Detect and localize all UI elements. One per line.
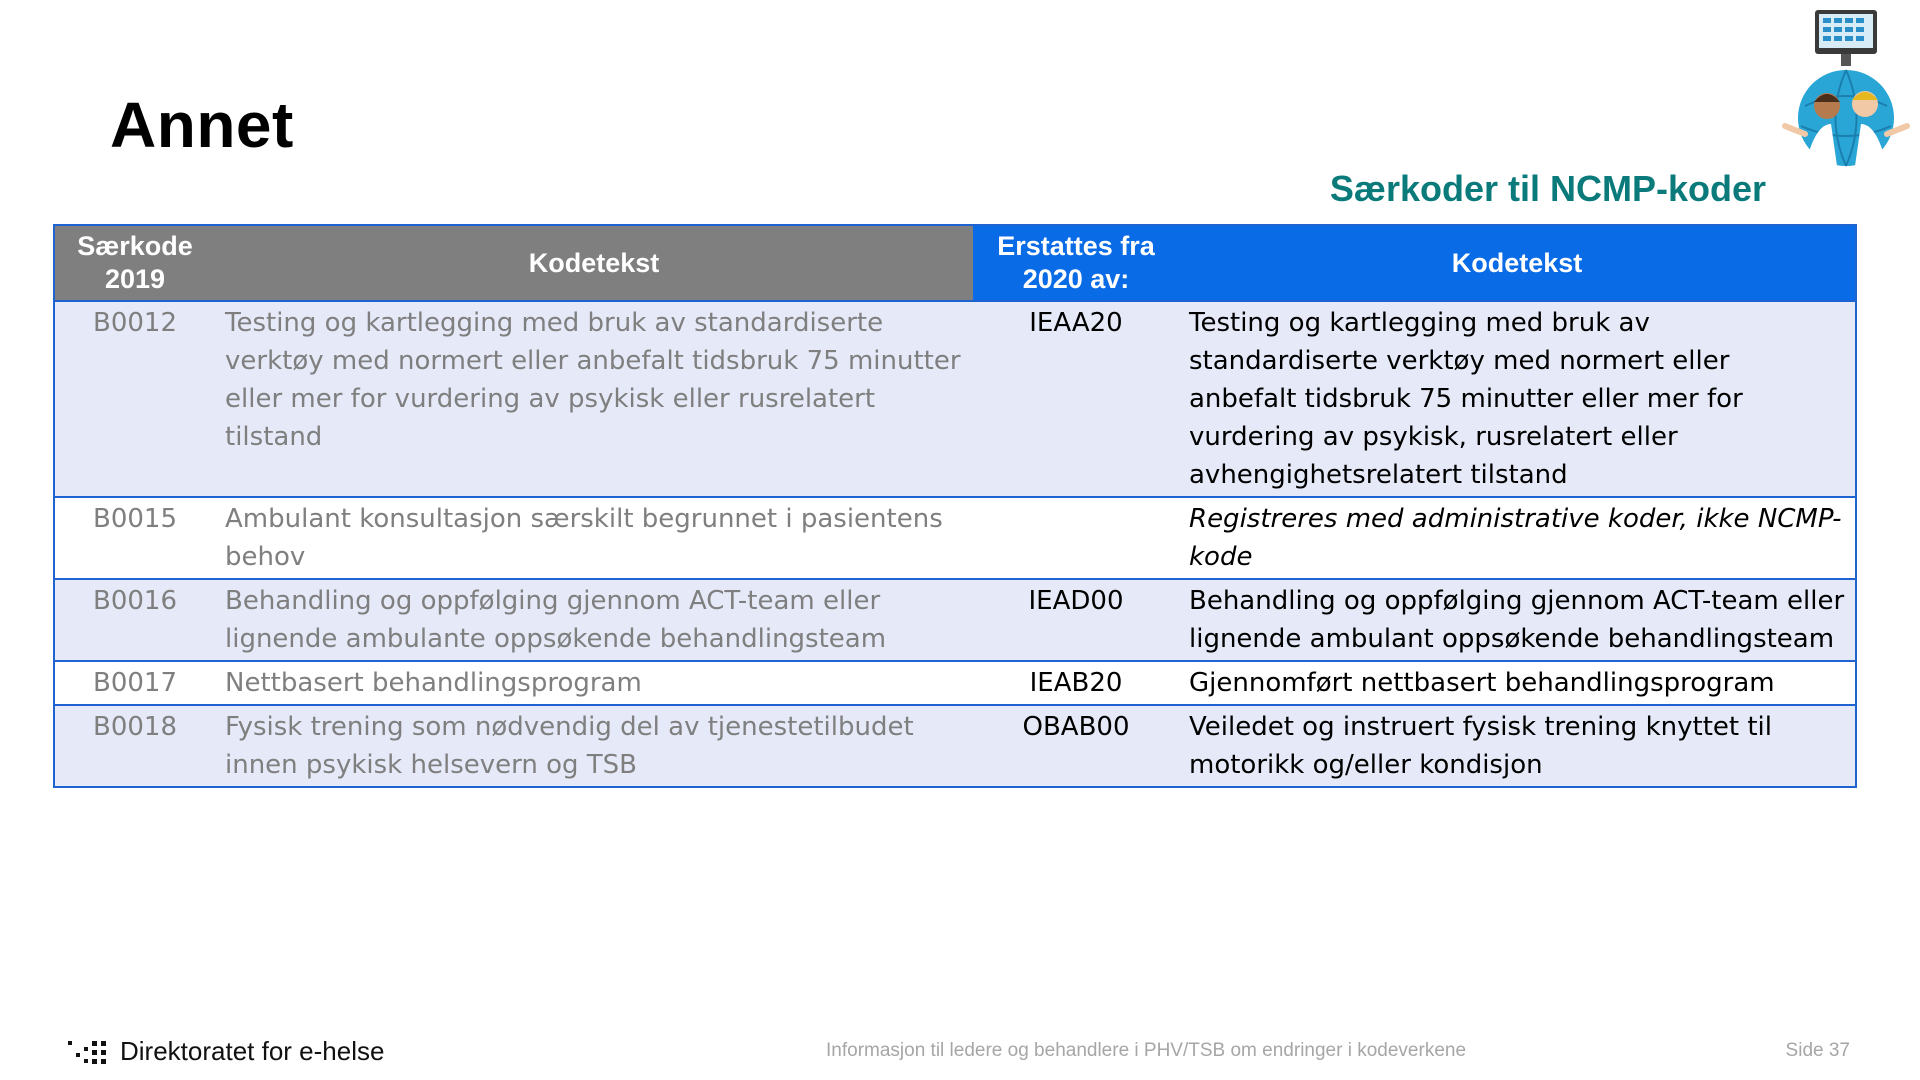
slide-subtitle: Særkoder til NCMP-koder: [1329, 168, 1766, 209]
table-row: [54, 705, 1856, 787]
old-code-cell: B0016: [54, 579, 215, 661]
new-text-cell: Registreres med administrative koder, ikke NCMP-kode: [1189, 504, 1842, 572]
header-new-code: Erstattes fra 2020 av:: [973, 225, 1179, 301]
old-code-cell: B0017: [92, 668, 177, 698]
computer-globe-doctors-icon: [1775, 6, 1917, 170]
table-header-row: [54, 225, 1856, 301]
new-text-cell: Veiledet og instruert fysisk trening knyttet til motorikk og/eller kondisjon: [1179, 705, 1856, 787]
header-old-code: Særkode 2019: [54, 225, 215, 301]
dots-logo-icon: [68, 1039, 112, 1065]
old-text-cell: Fysisk trening som nødvendig del av tjenestetilbudet innen psykisk helsevern og TSB: [215, 705, 973, 787]
old-code-cell: B0012: [54, 301, 215, 497]
new-code-cell: [973, 497, 1179, 579]
old-code-cell: B0015: [92, 504, 177, 534]
new-code-cell: IEAA20: [973, 301, 1179, 497]
slide-title: Annet: [110, 89, 294, 161]
footer-text: Informasjon til ledere og behandlere i PHV/TSB om endringer i kodeverkene: [826, 1040, 1467, 1061]
footer-brand-logo: [68, 1036, 384, 1067]
header-new-text: Kodetekst: [1179, 225, 1856, 301]
table-row: [54, 497, 1856, 579]
new-text-cell: Testing og kartlegging med bruk av standardiserte verktøy med normert eller anbefalt tidsbruk 75 minutter eller mer for vurdering av psykisk, rusrelatert eller avhengighetsrelatert tilstand: [1179, 301, 1856, 497]
old-text-cell: Testing og kartlegging med bruk av standardiserte verktøy med normert eller anbefalt tidsbruk 75 minutter eller mer for vurdering av psykisk eller rusrelatert tilstand: [215, 301, 973, 497]
table-row: [54, 579, 1856, 661]
code-mapping-table: [53, 224, 1857, 788]
new-text-cell: Behandling og oppfølging gjennom ACT-team eller lignende ambulant oppsøkende behandlingsteam: [1179, 579, 1856, 661]
old-text-cell: Behandling og oppfølging gjennom ACT-team eller lignende ambulante oppsøkende behandlingsteam: [215, 579, 973, 661]
table-row: [54, 301, 1856, 497]
new-code-cell: OBAB00: [973, 705, 1179, 787]
new-code-cell: IEAD00: [973, 579, 1179, 661]
old-text-cell: Ambulant konsultasjon særskilt begrunnet i pasientens behov: [225, 504, 943, 572]
footer-brand-name: Direktoratet for e-helse: [120, 1036, 385, 1066]
header-old-text: Kodetekst: [215, 225, 973, 301]
old-text-cell: Nettbasert behandlingsprogram: [225, 668, 642, 698]
table-row: [54, 661, 1856, 705]
page-number: Side 37: [1785, 1040, 1850, 1061]
new-text-cell: Gjennomført nettbasert behandlingsprogram: [1189, 668, 1775, 698]
old-code-cell: B0018: [54, 705, 215, 787]
new-code-cell: IEAB20: [1029, 668, 1123, 698]
